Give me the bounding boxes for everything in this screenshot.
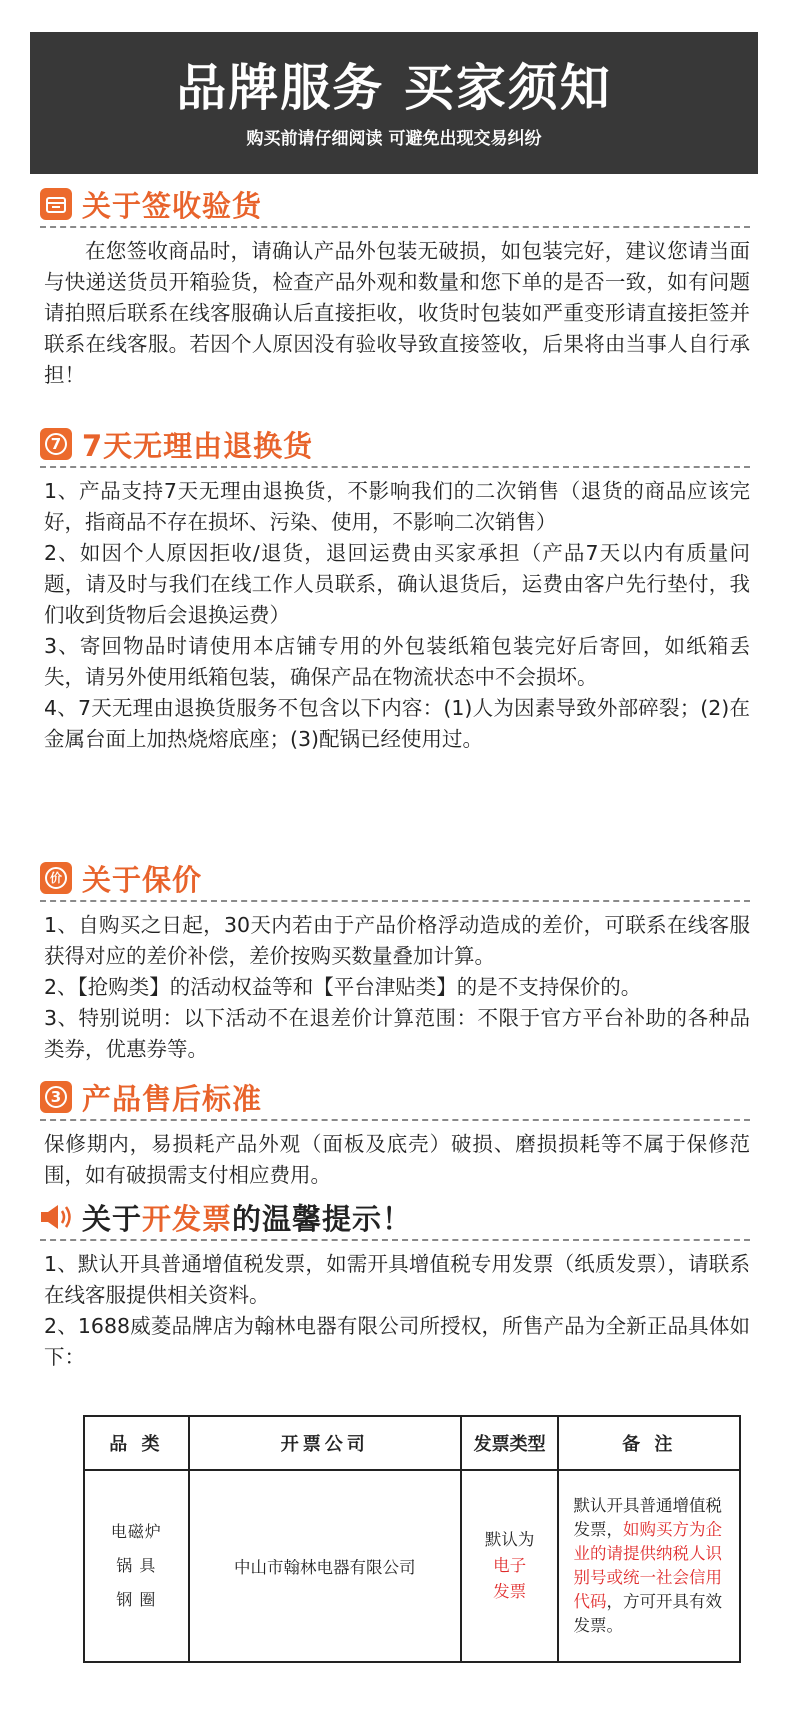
three-icon: [40, 1081, 72, 1113]
paragraph-text: 保修期内，易损耗产品外观（面板及底壳）破损、磨损损耗等不属于保修范围，如有破损需支付相应费用。: [44, 1132, 750, 1187]
section-price-protection: [40, 856, 750, 1065]
banner-title: 品牌服务 买家须知: [176, 59, 612, 117]
company-cell: 中山市翰林电器有限公司: [189, 1470, 461, 1662]
paragraph-text: 1、产品支持7天无理由退换货，不影响我们的二次销售（退货的商品应该完好，指商品不存在损坏、污染、使用，不影响二次销售）: [44, 479, 750, 534]
paragraph-text: 4、7天无理由退换货服务不包含以下内容：(1)人为因素导致外部碎裂；(2)在金属台面上加热烧熔底座；(3)配锅已经使用过。: [44, 696, 750, 751]
note-text-highlight: 如购买方为企业的请提供纳税人识别号或统一社会信用代码: [573, 1520, 722, 1611]
section-paragraph: [40, 1249, 750, 1373]
section-header: [40, 1075, 750, 1121]
section-paragraph: [40, 910, 750, 1065]
type-text-highlight: 电子: [493, 1556, 527, 1575]
section-paragraph: [40, 1129, 750, 1191]
seven-glyph: 7: [45, 433, 67, 455]
title-prefix: 关于: [82, 1201, 143, 1236]
speaker-icon: [40, 1202, 74, 1232]
table-header: 发票类型: [461, 1416, 559, 1470]
title-suffix: 的温馨提示！: [232, 1201, 413, 1236]
table-row: [84, 1470, 740, 1662]
type-text-highlight: 发票: [493, 1582, 527, 1601]
seven-icon: [40, 428, 72, 460]
category-item: 锅 具: [116, 1556, 157, 1575]
section-paragraph: [40, 476, 750, 755]
paragraph-text: 2、如因个人原因拒收/退货，退回运费由买家承担（产品7天以内有质量问题，请及时与我们在线工作人员联系，确认退货后，运费由客户先行垫付，我们收到货物后会退换运费）: [44, 541, 750, 627]
section-title: 关于签收验货: [82, 188, 263, 223]
price-glyph: 价: [45, 867, 67, 889]
table-header: 品 类: [84, 1416, 189, 1470]
invoice-table: [83, 1415, 741, 1663]
paragraph-text: 1、默认开具普通增值税发票，如需开具增值税专用发票（纸质发票），请联系在线客服提供相关资料。: [44, 1252, 750, 1307]
section-after-sales: [40, 1075, 750, 1191]
paragraph-text: 3、寄回物品时请使用本店铺专用的外包装纸箱包装完好后寄回，如纸箱丢失，请另外使用纸箱包装，确保产品在物流状态中不会损坏。: [44, 634, 750, 689]
title-highlight: 开发票: [142, 1201, 233, 1236]
table-header-row: [84, 1416, 740, 1470]
section-header: [40, 856, 750, 902]
section-paragraph: [40, 236, 750, 391]
banner-subtitle: 购买前请仔细阅读 可避免出现交易纠纷: [246, 129, 542, 149]
paragraph-text: 1、自购买之日起，30天内若由于产品价格浮动造成的差价，可联系在线客服获得对应的差价补偿，差价按购买数量叠加计算。: [44, 913, 750, 968]
paragraph-text: 3、特别说明：以下活动不在退差价计算范围：不限于官方平台补助的各种品类券，优惠券等。: [44, 1006, 750, 1061]
header-banner: [30, 32, 758, 174]
three-glyph: 3: [45, 1086, 67, 1108]
note-text: 默认开具普通增值税发票，: [573, 1496, 722, 1539]
section-header: [40, 422, 750, 468]
invoice-type-cell: [461, 1470, 559, 1662]
paragraph-text: 2、1688威菱品牌店为翰林电器有限公司所授权，所售产品为全新正品具体如下：: [44, 1314, 750, 1369]
section-header: [40, 1195, 750, 1241]
section-inspection: [40, 182, 750, 391]
paragraph-text: 在您签收商品时，请确认产品外包装无破损，如包装完好，建议您请当面与快递送货员开箱验货，检查产品外观和数量和您下单的是否一致，如有问题请拍照后联系在线客服确认后直接拒收，收货时包装如严重变形请直接拒签并联系在线客服。若因个人原因没有验收导致直接签收，后果将由当事人自行承担！: [44, 239, 750, 387]
section-title: 产品售后标准: [82, 1081, 263, 1116]
section-header: [40, 182, 750, 228]
section-returns: [40, 422, 750, 755]
section-invoice: [40, 1195, 750, 1373]
price-icon: [40, 862, 72, 894]
paragraph-text: 2、【抢购类】的活动权益等和【平台津贴类】的是不支持保价的。: [44, 975, 642, 999]
section-title: [82, 1197, 412, 1238]
section-title: 关于保价: [82, 862, 203, 897]
type-text: 默认为: [484, 1530, 535, 1549]
table-header: 备 注: [558, 1416, 740, 1470]
note-cell: [558, 1470, 740, 1662]
category-cell: [84, 1470, 189, 1662]
table-header: 开票公司: [189, 1416, 461, 1470]
category-item: 电磁炉: [110, 1522, 162, 1541]
note-text: ，方可开具有效发票。: [573, 1592, 722, 1635]
category-item: 钢 圈: [116, 1590, 157, 1609]
section-title: 7天无理由退换货: [82, 428, 314, 463]
inspection-box-icon: [40, 188, 72, 220]
